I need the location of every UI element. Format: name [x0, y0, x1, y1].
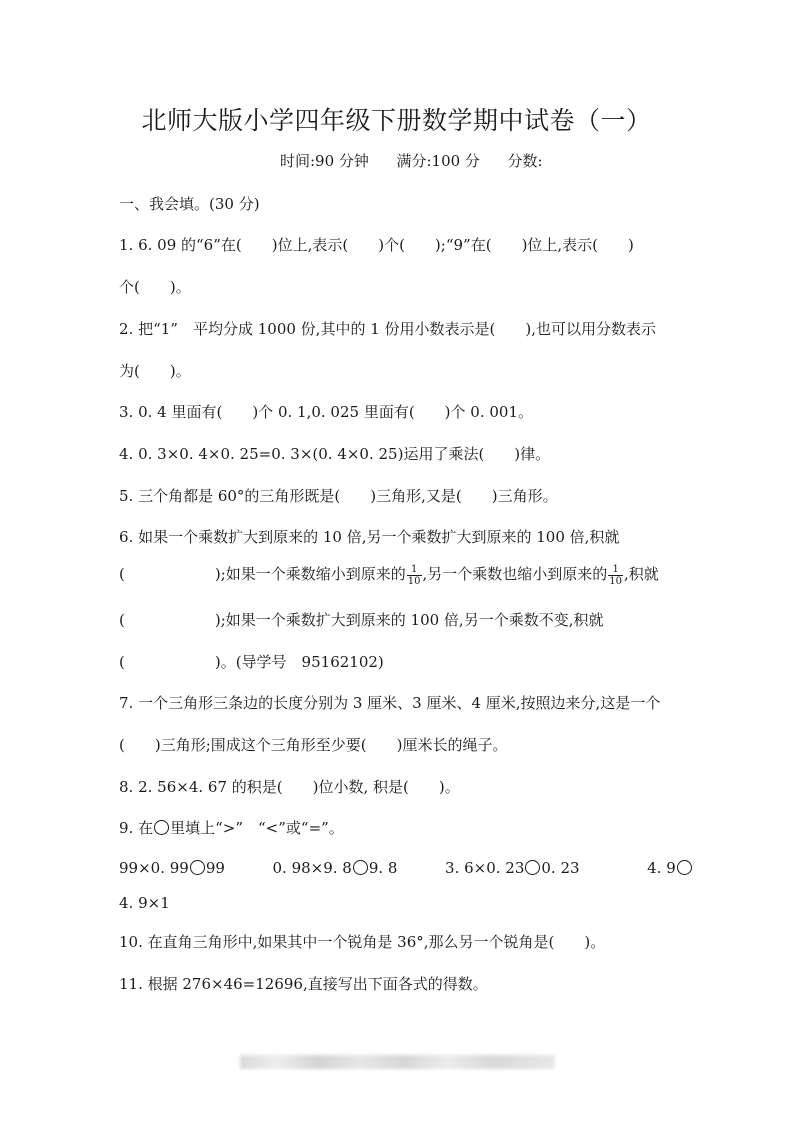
question-8: 8. 2. 56×4. 67 的积是( )位小数, 积是( )。: [119, 778, 460, 796]
question-2-line-2: 为( )。: [119, 362, 191, 380]
footer-watermark: [240, 1055, 555, 1069]
q6-text-2: ,另一个乘数也缩小到原来的: [422, 565, 608, 583]
q9-item-1-left: 99×0. 99: [119, 859, 189, 877]
q9-item-3-right: 0. 23: [541, 859, 580, 877]
question-1-line-1: 1. 6. 09 的“6”在( )位上,表示( )个( );“9”在( )位上,表示( ): [119, 236, 634, 254]
circle-icon: [154, 820, 169, 835]
question-7-line-2: ( )三角形;围成这个三角形至少要( )厘米长的绳子。: [119, 736, 508, 754]
q9-item-4-right: 4. 9×1: [119, 894, 170, 912]
question-10: 10. 在直角三角形中,如果其中一个锐角是 36°,那么另一个锐角是( )。: [119, 933, 606, 951]
question-6-line-4: ( )。(导学号 95162102): [119, 653, 384, 671]
score-field: 分数:: [507, 152, 543, 170]
question-7-line-1: 7. 一个三角形三条边的长度分别为 3 厘米、3 厘米、4 厘米,按照边来分,这是一个: [119, 694, 661, 712]
circle-icon: [353, 860, 368, 875]
question-5: 5. 三个角都是 60°的三角形既是( )三角形,又是( )三角形。: [119, 487, 558, 505]
question-6-line-2: [119, 563, 659, 587]
q9-item-1-right: 99: [205, 859, 225, 877]
time-limit: 时间:90 分钟: [280, 152, 369, 170]
q9-text-1: 9. 在: [119, 819, 154, 837]
fraction-numerator: 1: [407, 564, 422, 576]
full-score: 满分:100 分: [396, 152, 480, 170]
question-2-line-1: 2. 把“1” 平均分成 1000 份,其中的 1 份用小数表示是( ),也可以用分数表示: [119, 320, 656, 338]
q9-text-2: 里填上“>” “<”或“=”。: [170, 819, 344, 837]
question-11: 11. 根据 276×46=12696,直接写出下面各式的得数。: [119, 975, 488, 993]
q9-item-2-right: 9. 8: [368, 859, 398, 877]
page-title: 北师大版小学四年级下册数学期中试卷（一）: [141, 106, 652, 135]
q9-item-4-left: 4. 9: [647, 859, 676, 877]
circle-icon: [525, 860, 540, 875]
circle-icon: [190, 860, 205, 875]
fraction-denominator: 10: [609, 575, 623, 587]
q9-item-2-left: 0. 98×9. 8: [272, 859, 352, 877]
fraction-one-tenth: [608, 564, 623, 587]
question-1-line-2: 个( )。: [119, 278, 191, 296]
q9-item-row: [119, 859, 693, 877]
q6-text-1: ( );如果一个乘数缩小到原来的: [119, 565, 406, 583]
fraction-one-tenth: [407, 564, 422, 587]
question-6-line-1: 6. 如果一个乘数扩大到原来的 10 倍,另一个乘数扩大到原来的 100 倍,积就: [119, 528, 620, 546]
question-6-line-3: ( );如果一个乘数扩大到原来的 100 倍,另一个乘数不变,积就: [119, 611, 604, 629]
question-9: [119, 817, 344, 838]
q9-item-3-left: 3. 6×0. 23: [445, 859, 525, 877]
fraction-numerator: 1: [608, 564, 623, 576]
question-3: 3. 0. 4 里面有( )个 0. 1,0. 025 里面有( )个 0. 001。: [119, 403, 533, 421]
circle-icon: [677, 860, 692, 875]
section-heading: 一、我会填。(30 分): [119, 195, 260, 213]
exam-info: [280, 150, 543, 171]
q6-text-3: ,积就: [624, 565, 659, 583]
question-4: 4. 0. 3×0. 4×0. 25=0. 3×(0. 4×0. 25)运用了乘法( )律。: [119, 445, 551, 463]
fraction-denominator: 10: [407, 575, 421, 587]
